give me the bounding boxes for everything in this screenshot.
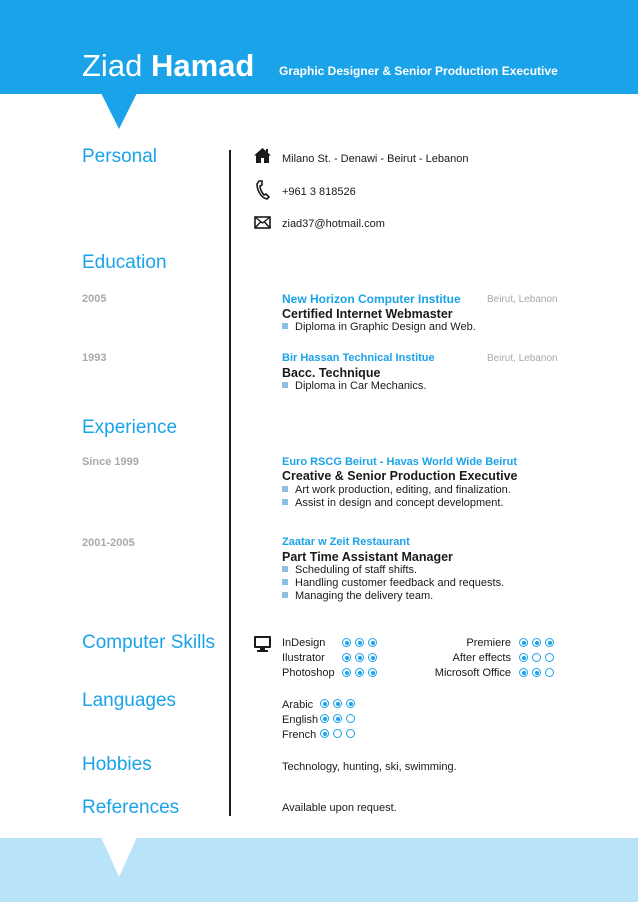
experience-period: 2001-2005 [82, 537, 135, 549]
rating-dot-empty [346, 729, 355, 738]
column-divider [229, 150, 231, 816]
language-name: Arabic [282, 699, 314, 711]
experience-company: Zaatar w Zeit Restaurant [282, 536, 410, 548]
bullet-square [282, 499, 288, 505]
hobbies-text: Technology, hunting, ski, swimming. [282, 761, 457, 773]
education-school: Bir Hassan Technical Institue [282, 352, 435, 364]
rating-dot-filled [320, 699, 329, 708]
rating-dot-filled [333, 714, 342, 723]
rating-dot-filled [346, 699, 355, 708]
rating-dot-empty [545, 668, 554, 677]
phone-text: +961 3 818526 [282, 186, 356, 198]
skill-rating [519, 638, 554, 647]
rating-dot-filled [355, 638, 364, 647]
rating-dot-empty [532, 653, 541, 662]
rating-dot-filled [545, 638, 554, 647]
section-title-personal: Personal [82, 146, 157, 167]
education-detail [282, 380, 426, 392]
email-link[interactable]: ziad37@hotmail.com [282, 218, 385, 230]
experience-detail-text: Scheduling of staff shifts. [295, 564, 418, 576]
rating-dot-empty [545, 653, 554, 662]
experience-company: Euro RSCG Beirut - Havas World Wide Beirut [282, 456, 518, 468]
rating-dot-filled [355, 668, 364, 677]
skill-rating [342, 653, 377, 662]
envelope-icon [254, 216, 271, 229]
language-name: English [282, 714, 319, 726]
experience-detail [282, 590, 433, 602]
candidate-name [82, 48, 254, 84]
rating-dot-filled [532, 638, 541, 647]
skill-name: InDesign [282, 637, 326, 649]
rating-dot-filled [368, 638, 377, 647]
bullet-square [282, 592, 288, 598]
experience-detail-text: Handling customer feedback and requests. [295, 577, 505, 589]
footer-notch [101, 837, 137, 877]
first-name: Ziad [82, 48, 143, 83]
home-icon [253, 147, 272, 164]
rating-dot-filled [342, 668, 351, 677]
rating-dot-filled [519, 668, 528, 677]
section-title-experience: Experience [82, 417, 178, 438]
monitor-icon [253, 635, 272, 653]
skill-name: Ilustrator [282, 652, 325, 664]
bullet-square [282, 382, 288, 388]
skill-name: Photoshop [282, 667, 335, 679]
bullet-square [282, 486, 288, 492]
footer-band [0, 838, 638, 902]
education-detail-text: Diploma in Graphic Design and Web. [295, 321, 476, 333]
section-title-languages: Languages [82, 690, 177, 711]
education-degree: Bacc. Technique [282, 366, 381, 380]
rating-dot-filled [333, 699, 342, 708]
experience-period: Since 1999 [82, 456, 139, 468]
education-detail [282, 321, 476, 333]
education-detail-text: Diploma in Car Mechanics. [295, 380, 427, 392]
rating-dot-filled [320, 729, 329, 738]
experience-role: Creative & Senior Production Executive [282, 469, 518, 483]
rating-dot-filled [519, 638, 528, 647]
language-rating [320, 699, 355, 708]
rating-dot-empty [333, 729, 342, 738]
section-title-hobbies: Hobbies [82, 754, 152, 775]
experience-detail [282, 577, 504, 589]
education-degree: Certified Internet Webmaster [282, 307, 453, 321]
rating-dot-filled [368, 653, 377, 662]
rating-dot-empty [346, 714, 355, 723]
language-rating [320, 729, 355, 738]
education-school: New Horizon Computer Institue [282, 292, 461, 306]
skill-name: After effects [452, 652, 511, 664]
skill-rating [342, 638, 377, 647]
education-year: 1993 [82, 352, 107, 364]
experience-detail [282, 497, 504, 509]
last-name: Hamad [150, 48, 255, 83]
experience-detail-text: Assist in design and concept development. [295, 497, 504, 509]
skill-rating [342, 668, 377, 677]
language-name: French [282, 729, 317, 741]
rating-dot-filled [368, 668, 377, 677]
address-text: Milano St. - Denawi - Beirut - Lebanon [282, 153, 469, 165]
experience-detail [282, 564, 417, 576]
rating-dot-filled [355, 653, 364, 662]
section-title-education: Education [82, 252, 167, 273]
bullet-square [282, 323, 288, 329]
education-location: Beirut, Lebanon [487, 294, 558, 305]
skill-name: Premiere [466, 637, 511, 649]
header-notch [101, 93, 137, 129]
rating-dot-filled [532, 668, 541, 677]
bullet-square [282, 579, 288, 585]
experience-role: Part Time Assistant Manager [282, 550, 453, 564]
language-rating [320, 714, 355, 723]
skill-rating [519, 653, 554, 662]
experience-detail [282, 484, 511, 496]
references-text: Available upon request. [282, 802, 397, 814]
phone-icon [256, 180, 270, 200]
skill-rating [519, 668, 554, 677]
rating-dot-filled [342, 638, 351, 647]
bullet-square [282, 566, 288, 572]
education-location: Beirut, Lebanon [487, 353, 558, 364]
experience-detail-text: Managing the delivery team. [295, 590, 434, 602]
section-title-computer-skills: Computer Skills [82, 632, 216, 653]
rating-dot-filled [342, 653, 351, 662]
rating-dot-filled [519, 653, 528, 662]
section-title-references: References [82, 797, 180, 818]
job-title: Graphic Designer & Senior Production Executive [279, 64, 558, 78]
skill-name: Microsoft Office [434, 667, 511, 679]
education-year: 2005 [82, 293, 107, 305]
rating-dot-filled [320, 714, 329, 723]
experience-detail-text: Art work production, editing, and finalization. [295, 484, 511, 496]
